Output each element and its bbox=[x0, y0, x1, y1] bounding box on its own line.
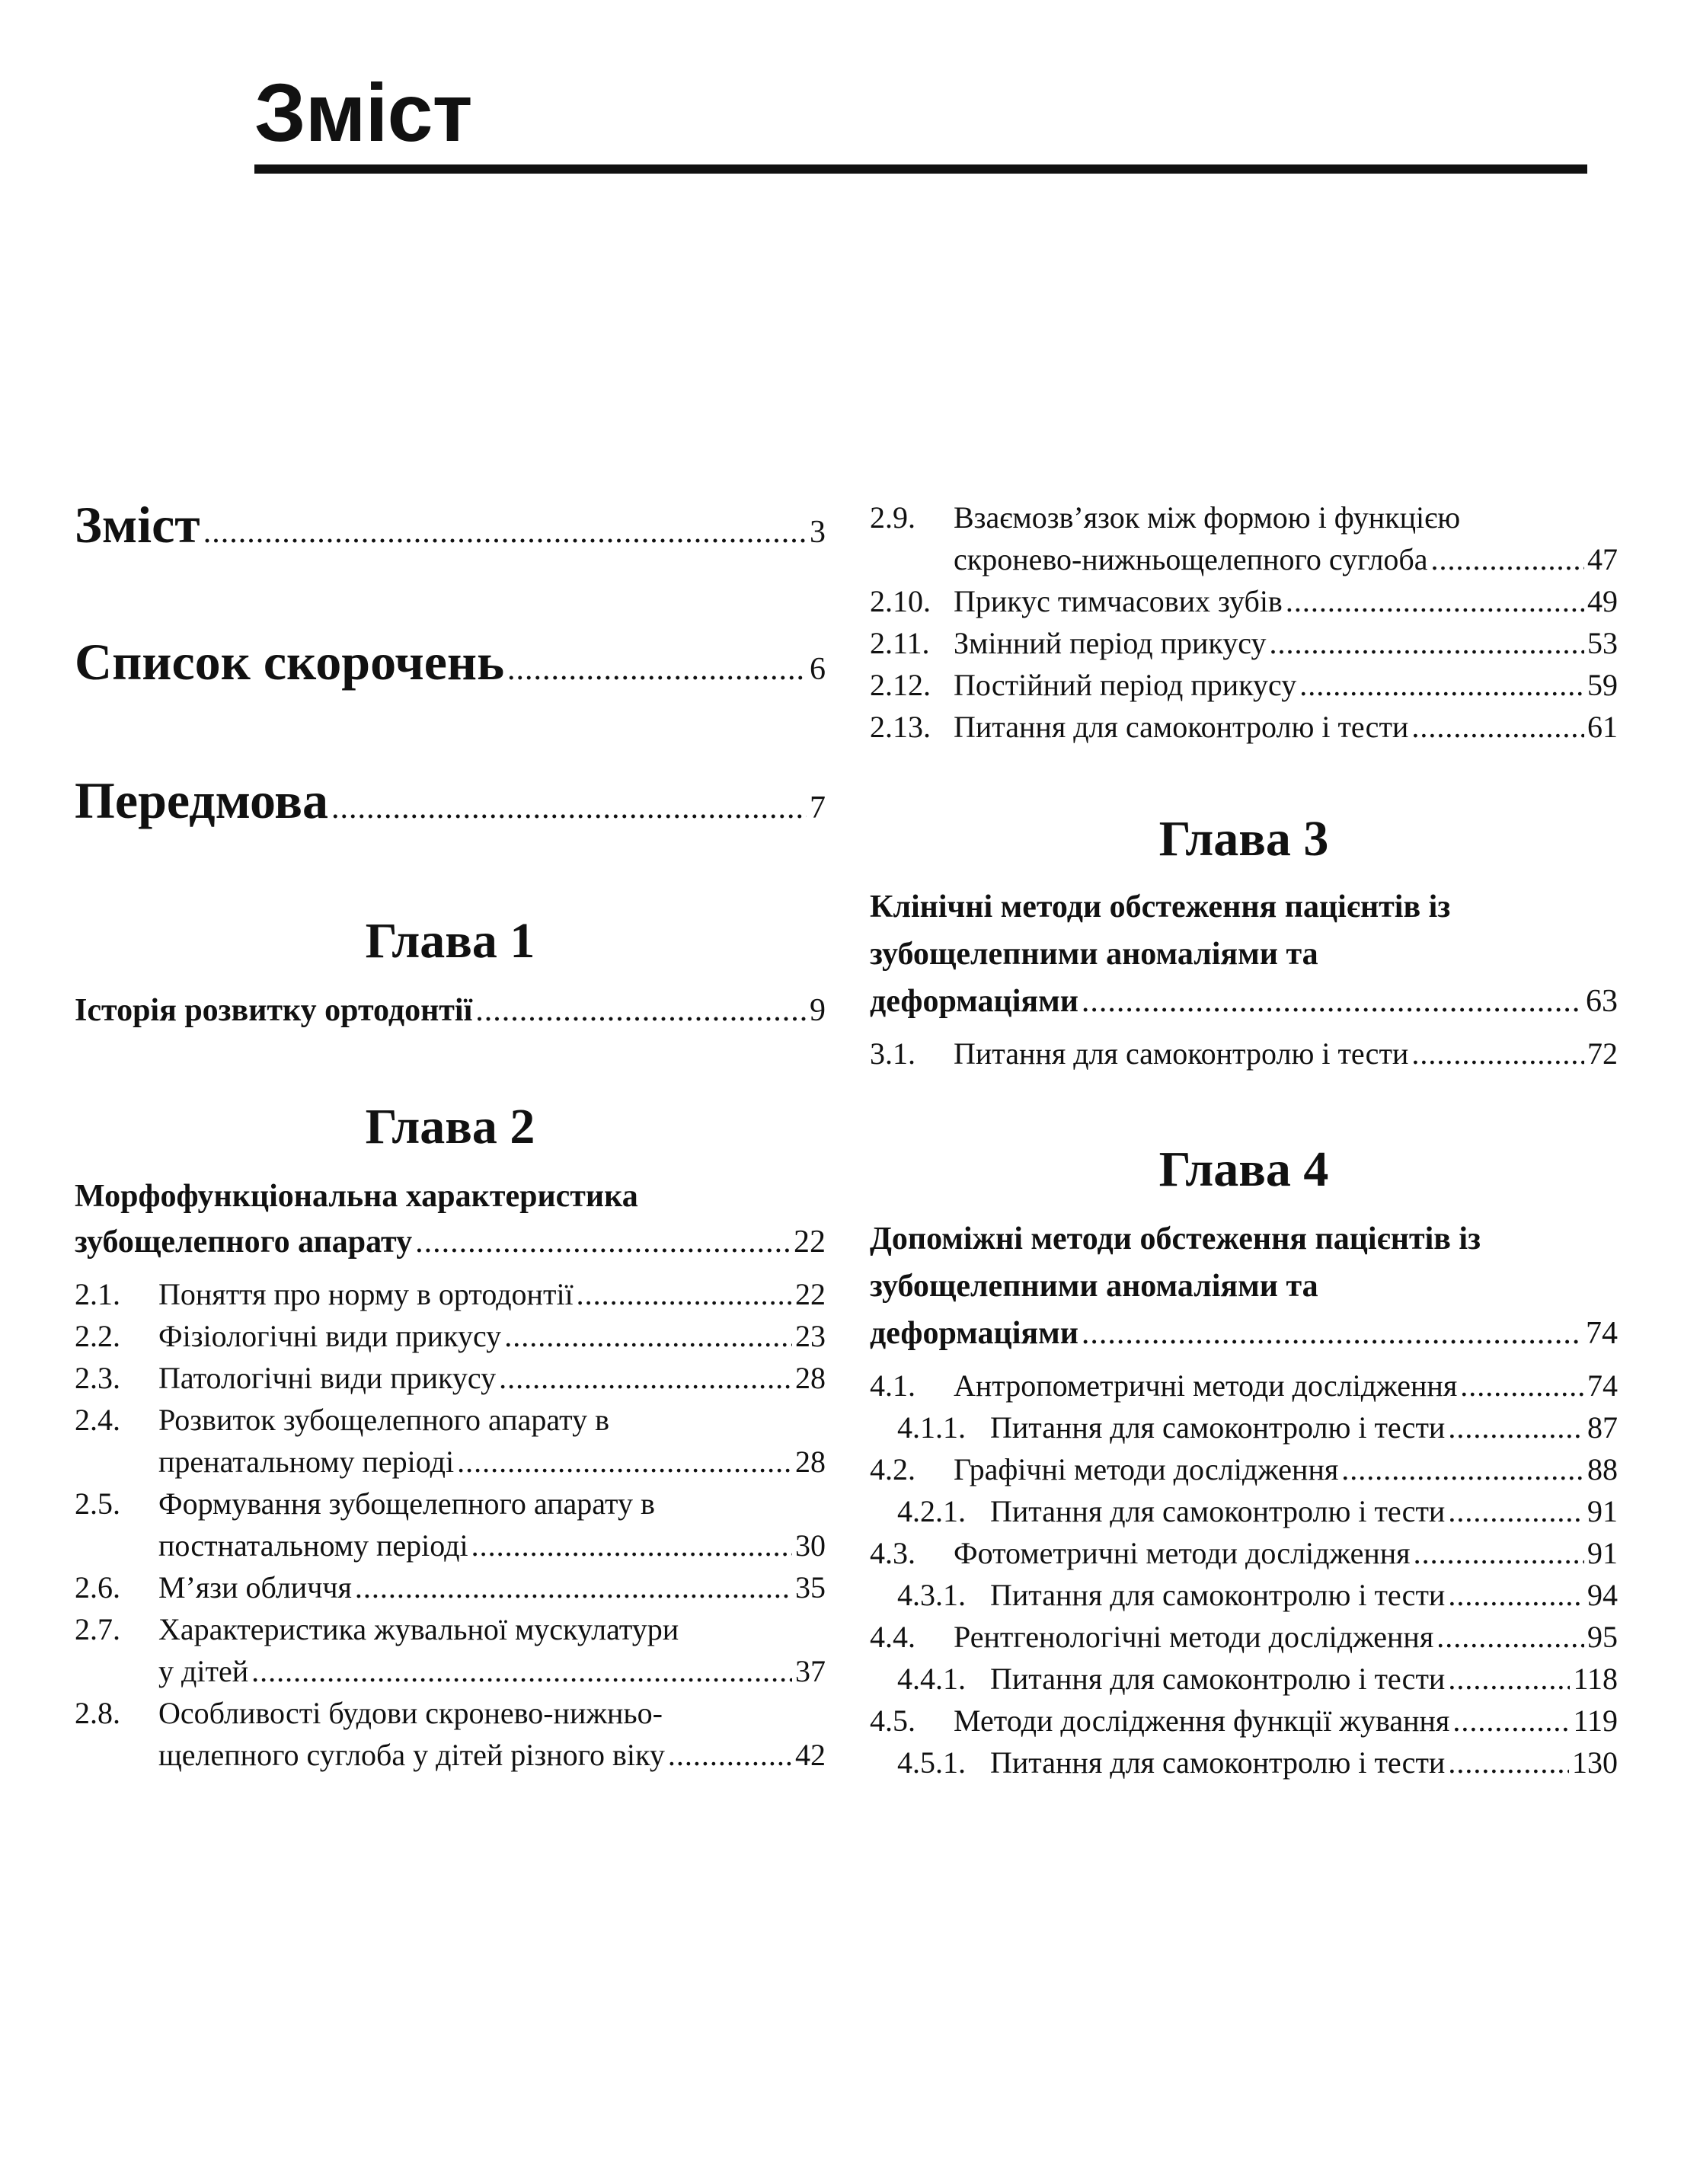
section-title: Графічні методи дослідження bbox=[954, 1452, 1339, 1486]
toc-entry-page: 9 bbox=[810, 993, 826, 1028]
section-number: 3.1. bbox=[870, 1036, 916, 1071]
toc-entry-page: 74 bbox=[1586, 1316, 1618, 1351]
section-title: Розвиток зубощелепного апарату в bbox=[158, 1403, 609, 1437]
dot-leader bbox=[1286, 580, 1584, 622]
toc-entry-page: 119 bbox=[1573, 1703, 1618, 1738]
section-number: 2.9. bbox=[870, 500, 916, 535]
chapter-title: зубощелепного апарату bbox=[75, 1225, 413, 1260]
dot-leader bbox=[499, 1357, 792, 1399]
dot-leader bbox=[668, 1734, 792, 1776]
section-title: Постійний період прикусу bbox=[954, 668, 1297, 702]
section-title-cont: скронево-нижньощелепного суглоба bbox=[954, 542, 1428, 576]
toc-entry-page: 91 bbox=[1587, 1536, 1618, 1570]
toc-entry-page: 61 bbox=[1587, 710, 1618, 744]
toc-entry-page: 118 bbox=[1573, 1662, 1618, 1696]
toc-entry-page: 22 bbox=[794, 1225, 826, 1260]
section-number: 4.5. bbox=[870, 1703, 916, 1738]
page-title: Зміст bbox=[254, 66, 472, 158]
toc-entry-4-4[interactable] bbox=[870, 1616, 1618, 1658]
dot-leader bbox=[1448, 1658, 1570, 1700]
toc-entry-3-1[interactable] bbox=[870, 1033, 1618, 1074]
section-number: 2.2. bbox=[75, 1319, 120, 1353]
dot-leader bbox=[1082, 1310, 1583, 1357]
section-title: Питання для самоконтролю і тести bbox=[990, 1662, 1446, 1696]
section-number: 4.2.1. bbox=[897, 1494, 966, 1528]
dot-leader bbox=[331, 790, 807, 826]
section-title: Поняття про норму в ортодонтії bbox=[158, 1277, 574, 1311]
chapter3-title-entry[interactable] bbox=[870, 978, 1618, 1025]
toc-entry-page: 28 bbox=[795, 1445, 826, 1479]
section-number: 2.12. bbox=[870, 668, 931, 702]
dot-leader bbox=[1414, 1532, 1584, 1574]
chapter1-heading: Глава 1 bbox=[365, 913, 535, 969]
section-title: Питання для самоконтролю і тести bbox=[954, 1036, 1409, 1071]
dot-leader bbox=[415, 1218, 791, 1266]
dot-leader bbox=[1431, 538, 1584, 580]
toc-entry-page: 63 bbox=[1586, 984, 1618, 1019]
chapter3-heading: Глава 3 bbox=[1158, 811, 1329, 867]
dot-leader bbox=[355, 1566, 792, 1608]
chapter4-heading: Глава 4 bbox=[1158, 1141, 1329, 1197]
dot-leader bbox=[1448, 1490, 1584, 1532]
chapter-title: Історія розвитку ортодонтії bbox=[75, 993, 473, 1028]
toc-entry-2-10[interactable] bbox=[870, 580, 1618, 622]
dot-leader bbox=[471, 1525, 792, 1566]
section-title: Фотометричні методи дослідження bbox=[954, 1536, 1411, 1570]
section-title: Методи дослідження функції жування bbox=[954, 1703, 1450, 1738]
section-number: 4.4.1. bbox=[897, 1662, 966, 1696]
section-number: 2.5. bbox=[75, 1486, 120, 1521]
toc-entry-page: 72 bbox=[1587, 1036, 1618, 1071]
section-number: 4.1.1. bbox=[897, 1410, 966, 1445]
toc-entry-2-7-line1[interactable] bbox=[75, 1608, 679, 1650]
section-number: 4.5.1. bbox=[897, 1745, 966, 1780]
toc-entry-2-11[interactable] bbox=[870, 622, 1618, 664]
dot-leader bbox=[251, 1650, 792, 1692]
dot-leader bbox=[1452, 1700, 1570, 1742]
dot-leader bbox=[1436, 1616, 1584, 1658]
toc-entry-2-4[interactable] bbox=[158, 1441, 826, 1483]
toc-entry-page: 94 bbox=[1587, 1578, 1618, 1612]
chapter2-heading: Глава 2 bbox=[365, 1099, 535, 1154]
section-number: 4.3. bbox=[870, 1536, 916, 1570]
dot-leader bbox=[1448, 1742, 1569, 1783]
chapter-title: деформаціями bbox=[870, 1316, 1078, 1351]
section-number: 2.8. bbox=[75, 1696, 120, 1730]
section-title: Антропометричні методи дослідження bbox=[954, 1368, 1458, 1403]
section-title: Формування зубощелепного апарату в bbox=[158, 1486, 655, 1521]
toc-entry-page: 95 bbox=[1587, 1620, 1618, 1654]
toc-entry-title: Список скорочень bbox=[75, 633, 505, 691]
toc-entry-2-4-line1[interactable] bbox=[75, 1399, 609, 1441]
toc-entry-page: 88 bbox=[1587, 1452, 1618, 1486]
section-number: 4.1. bbox=[870, 1368, 916, 1403]
toc-entry-page: 23 bbox=[795, 1319, 826, 1353]
section-title-cont: пренатальному періоді bbox=[158, 1445, 455, 1479]
toc-entry-4-5-1[interactable] bbox=[897, 1742, 1618, 1783]
section-title: Особливості будови скронево-нижньо- bbox=[158, 1696, 663, 1730]
section-title: Питання для самоконтролю і тести bbox=[990, 1494, 1446, 1528]
section-number: 2.4. bbox=[75, 1403, 120, 1437]
chapter4-title-entry[interactable] bbox=[870, 1310, 1618, 1357]
section-title: Прикус тимчасових зубів bbox=[954, 584, 1283, 618]
dot-leader bbox=[457, 1441, 792, 1483]
toc-entry-zmist[interactable] bbox=[75, 495, 826, 557]
toc-entry-4-3-1[interactable] bbox=[897, 1574, 1618, 1616]
dot-leader bbox=[1299, 664, 1584, 706]
toc-entry-page: 28 bbox=[795, 1361, 826, 1395]
toc-entry-2-5[interactable] bbox=[158, 1525, 826, 1566]
toc-entry-page: 6 bbox=[810, 652, 826, 687]
toc-entry-2-8[interactable] bbox=[158, 1734, 826, 1776]
toc-entry-abbreviations[interactable] bbox=[75, 632, 826, 694]
toc-entry-2-8-line1[interactable] bbox=[75, 1692, 663, 1734]
toc-entry-page: 22 bbox=[795, 1277, 826, 1311]
dot-leader bbox=[1411, 1033, 1584, 1074]
chapter3-title-line1: Клінічні методи обстеження пацієнтів із bbox=[870, 889, 1451, 924]
toc-entry-4-1[interactable] bbox=[870, 1365, 1618, 1407]
toc-entry-2-1[interactable] bbox=[75, 1273, 826, 1315]
dot-leader bbox=[1460, 1365, 1584, 1407]
chapter-title: деформаціями bbox=[870, 984, 1078, 1019]
toc-entry-4-2-1[interactable] bbox=[897, 1490, 1618, 1532]
section-number: 4.2. bbox=[870, 1452, 916, 1486]
toc-entry-4-4-1[interactable] bbox=[897, 1658, 1618, 1700]
section-title: Змінний період прикусу bbox=[954, 626, 1267, 660]
chapter4-title-line2: зубощелепними аномаліями та bbox=[870, 1269, 1318, 1304]
toc-entry-page: 91 bbox=[1587, 1494, 1618, 1528]
toc-entry-4-1-1[interactable] bbox=[897, 1407, 1618, 1448]
chapter3-title-line2: зубощелепними аномаліями та bbox=[870, 937, 1318, 972]
chapter1-title-entry[interactable] bbox=[75, 987, 826, 1034]
toc-entry-page: 130 bbox=[1572, 1745, 1618, 1780]
dot-leader bbox=[1448, 1407, 1584, 1448]
toc-entry-page: 87 bbox=[1587, 1410, 1618, 1445]
toc-entry-title: Зміст bbox=[75, 496, 200, 554]
toc-entry-title: Передмова bbox=[75, 771, 329, 829]
toc-entry-2-2[interactable] bbox=[75, 1315, 826, 1357]
section-title-cont: постнатальному періоді bbox=[158, 1528, 468, 1563]
section-number: 2.1. bbox=[75, 1277, 120, 1311]
toc-entry-4-3[interactable] bbox=[870, 1532, 1618, 1574]
toc-entry-2-3[interactable] bbox=[75, 1357, 826, 1399]
section-title-cont: щелепного суглоба у дітей різного віку bbox=[158, 1738, 665, 1772]
section-title: Питання для самоконтролю і тести bbox=[990, 1745, 1446, 1780]
section-number: 2.11. bbox=[870, 626, 930, 660]
toc-entry-page: 35 bbox=[795, 1570, 826, 1604]
dot-leader bbox=[504, 1315, 792, 1357]
chapter2-title-entry[interactable] bbox=[75, 1218, 826, 1266]
section-number: 2.6. bbox=[75, 1570, 120, 1604]
title-rule bbox=[254, 164, 1587, 174]
dot-leader bbox=[577, 1273, 792, 1315]
dot-leader bbox=[1341, 1448, 1584, 1490]
section-title: Взаємозв’язок між формою і функцією bbox=[954, 500, 1461, 535]
toc-entry-preface[interactable] bbox=[75, 771, 826, 833]
toc-entry-2-5-line1[interactable] bbox=[75, 1483, 655, 1525]
section-number: 2.10. bbox=[870, 584, 931, 618]
toc-entry-2-7[interactable] bbox=[158, 1650, 826, 1692]
section-title-cont: у дітей bbox=[158, 1654, 249, 1688]
section-number: 4.3.1. bbox=[897, 1578, 966, 1612]
toc-entry-page: 53 bbox=[1587, 626, 1618, 660]
toc-entry-page: 37 bbox=[795, 1654, 826, 1688]
toc-entry-page: 7 bbox=[810, 790, 826, 825]
section-title: Питання для самоконтролю і тести bbox=[954, 710, 1409, 744]
dot-leader bbox=[1082, 978, 1583, 1025]
dot-leader bbox=[1448, 1574, 1584, 1616]
toc-entry-4-2[interactable] bbox=[870, 1448, 1618, 1490]
toc-entry-page: 30 bbox=[795, 1528, 826, 1563]
section-number: 2.13. bbox=[870, 710, 931, 744]
toc-entry-page: 3 bbox=[810, 515, 826, 550]
toc-entry-2-12[interactable] bbox=[870, 664, 1618, 706]
toc-entry-page: 49 bbox=[1587, 584, 1618, 618]
section-title: Питання для самоконтролю і тести bbox=[990, 1578, 1446, 1612]
chapter2-title-line1: Морфофункціональна характеристика bbox=[75, 1179, 638, 1214]
section-title: Фізіологічні види прикусу bbox=[158, 1319, 502, 1353]
dot-leader bbox=[1411, 706, 1584, 748]
dot-leader bbox=[1269, 622, 1584, 664]
toc-entry-2-9-line1[interactable] bbox=[870, 497, 1460, 538]
toc-entry-4-5[interactable] bbox=[870, 1700, 1618, 1742]
toc-entry-2-9[interactable] bbox=[954, 538, 1618, 580]
section-title: Рентгенологічні методи дослідження bbox=[954, 1620, 1434, 1654]
section-title: Характеристика жувальної мускулатури bbox=[158, 1612, 679, 1646]
toc-entry-page: 74 bbox=[1587, 1368, 1618, 1403]
dot-leader bbox=[507, 651, 807, 688]
toc-entry-2-13[interactable] bbox=[870, 706, 1618, 748]
section-title: М’язи обличчя bbox=[158, 1570, 352, 1604]
toc-entry-page: 42 bbox=[795, 1738, 826, 1772]
dot-leader bbox=[475, 987, 807, 1034]
section-title: Питання для самоконтролю і тести bbox=[990, 1410, 1446, 1445]
section-number: 2.3. bbox=[75, 1361, 120, 1395]
section-number: 4.4. bbox=[870, 1620, 916, 1654]
section-title: Патологічні види прикусу bbox=[158, 1361, 497, 1395]
toc-entry-page: 59 bbox=[1587, 668, 1618, 702]
chapter4-title-line1: Допоміжні методи обстеження пацієнтів із bbox=[870, 1221, 1481, 1256]
toc-entry-page: 47 bbox=[1587, 542, 1618, 576]
section-number: 2.7. bbox=[75, 1612, 120, 1646]
dot-leader bbox=[203, 514, 807, 551]
toc-entry-2-6[interactable] bbox=[75, 1566, 826, 1608]
